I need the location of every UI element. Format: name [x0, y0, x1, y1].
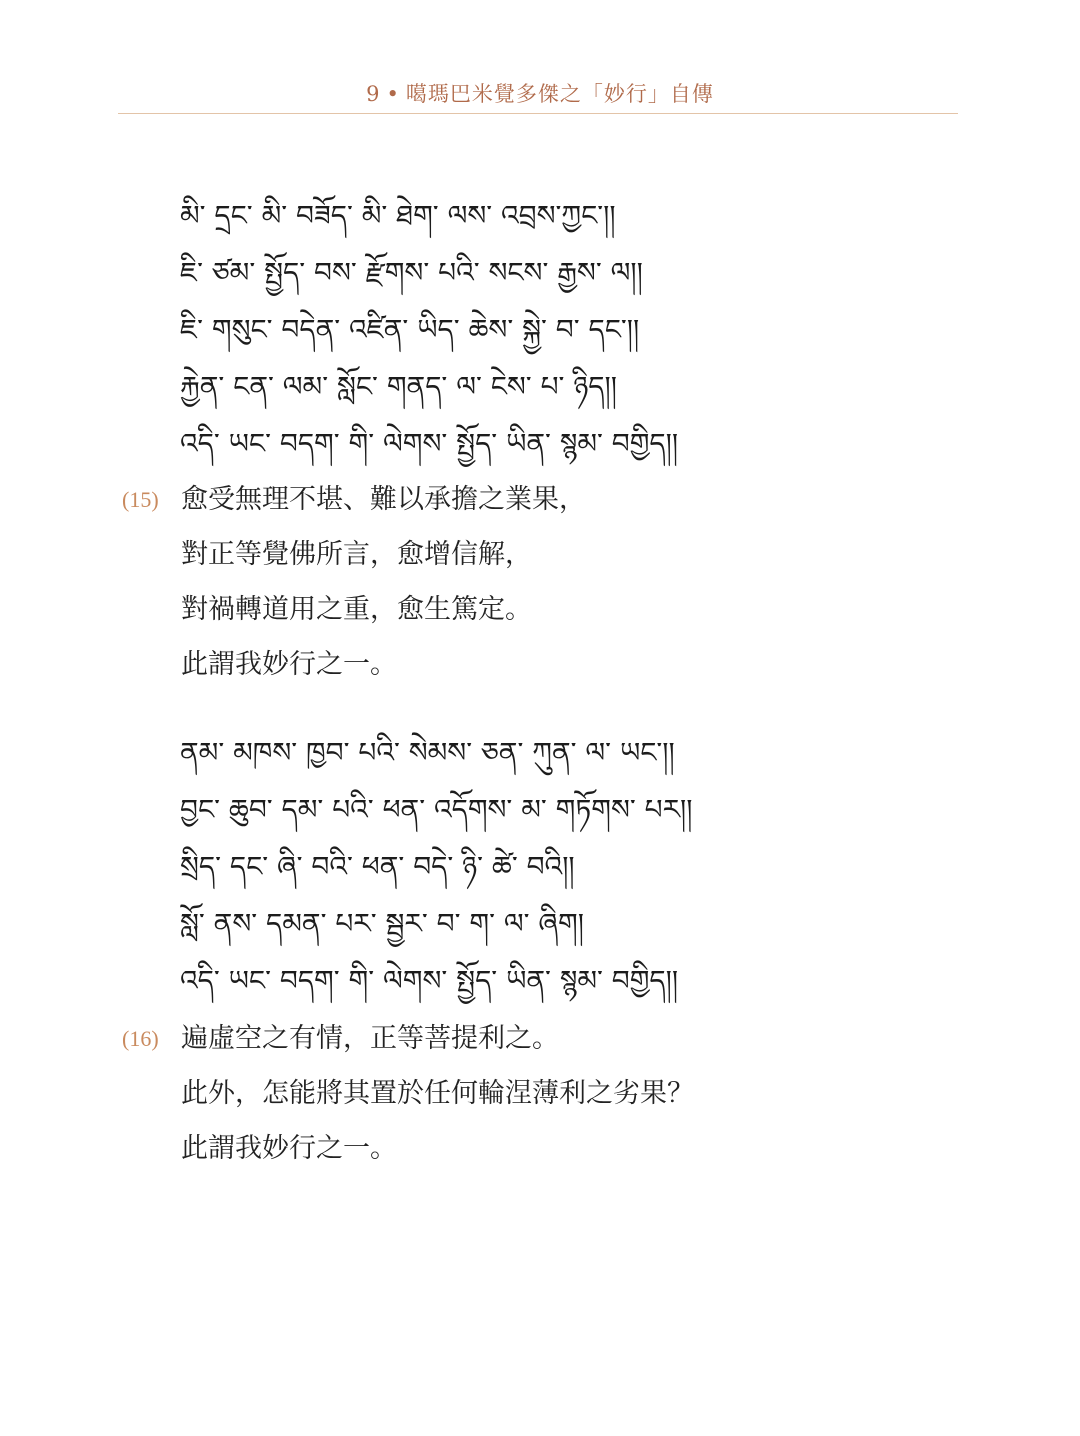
header-rule — [118, 113, 958, 114]
verse-text: 此外，怎能將其置於任何輪涅薄利之劣果？ — [181, 1078, 694, 1109]
tibetan-verse-block-2 — [180, 724, 980, 1009]
tibetan-line: རྐྱེན་ ངན་ ལམ་ སློང་ གནད་ ལ་ ངེས་ པ་ ཉིད།། — [180, 370, 617, 403]
tibetan-line: འདི་ ཡང་ བདག་ གི་ ལེགས་ སྤྱོད་ ཡིན་ སྙམ་ བགྱིད།། — [180, 964, 679, 997]
verse-line — [122, 637, 1002, 692]
tibetan-line: བྱང་ ཆུབ་ དམ་ པའི་ ཕན་ འདོགས་ མ་ གཏོགས་ པར།། — [180, 793, 693, 826]
page-number: 9 — [366, 82, 381, 106]
header-separator: • — [386, 82, 400, 106]
tibetan-line: ཇི་ ཙམ་ སྤྱོད་ བས་ རྫོགས་ པའི་ སངས་ རྒྱས་ ལ།། — [180, 256, 643, 289]
verse-text: 此謂我妙行之一。 — [181, 1133, 397, 1164]
verse-text: 此謂我妙行之一。 — [181, 649, 397, 680]
verse-line — [122, 1121, 1002, 1176]
verse-number: (16) — [122, 1026, 159, 1051]
verse-line — [122, 582, 1002, 637]
header-title: 噶瑪巴米覺多傑之「妙行」自傳 — [405, 82, 714, 106]
verse-15 — [122, 472, 1002, 692]
verse-text: 愈受無理不堪、難以承擔之業果， — [181, 484, 586, 515]
verse-text: 遍虛空之有情，正等菩提利之。 — [181, 1023, 559, 1054]
verse-text: 對正等覺佛所言，愈增信解， — [181, 539, 532, 570]
verse-16 — [122, 1011, 1002, 1176]
running-header — [0, 78, 1080, 108]
tibetan-line: མི་ དྲང་ མི་ བཟོད་ མི་ ཐེག་ ལས་ འབྲས་ཀྱང་།། — [180, 199, 616, 232]
tibetan-line: འདི་ ཡང་ བདག་ གི་ ལེགས་ སྤྱོད་ ཡིན་ སྙམ་ བགྱིད།། — [180, 427, 679, 460]
tibetan-verse-block-1 — [180, 187, 980, 472]
verse-line — [122, 527, 1002, 582]
verse-text: 對禍轉道用之重，愈生篤定。 — [181, 594, 532, 625]
verse-line — [122, 1011, 1002, 1066]
verse-line — [122, 472, 1002, 527]
verse-line — [122, 1066, 1002, 1121]
tibetan-line: ནམ་ མཁས་ ཁྱབ་ པའི་ སེམས་ ཅན་ ཀུན་ ལ་ ཡང་།། — [180, 736, 675, 769]
verse-number: (15) — [122, 487, 159, 512]
tibetan-line: སྲིད་ དང་ ཞི་ བའི་ ཕན་ བདེ་ ཉི་ ཚེ་ བའི།། — [180, 850, 575, 883]
tibetan-line: ཇི་ གསུང་ བདེན་ འཛིན་ ཡིད་ ཆེས་ སྐྱེ་ བ་ དང་།། — [180, 313, 640, 346]
tibetan-line: སློ་ ནས་ དམན་ པར་ སྦྱར་ བ་ ག་ ལ་ ཞིག། — [180, 907, 584, 940]
